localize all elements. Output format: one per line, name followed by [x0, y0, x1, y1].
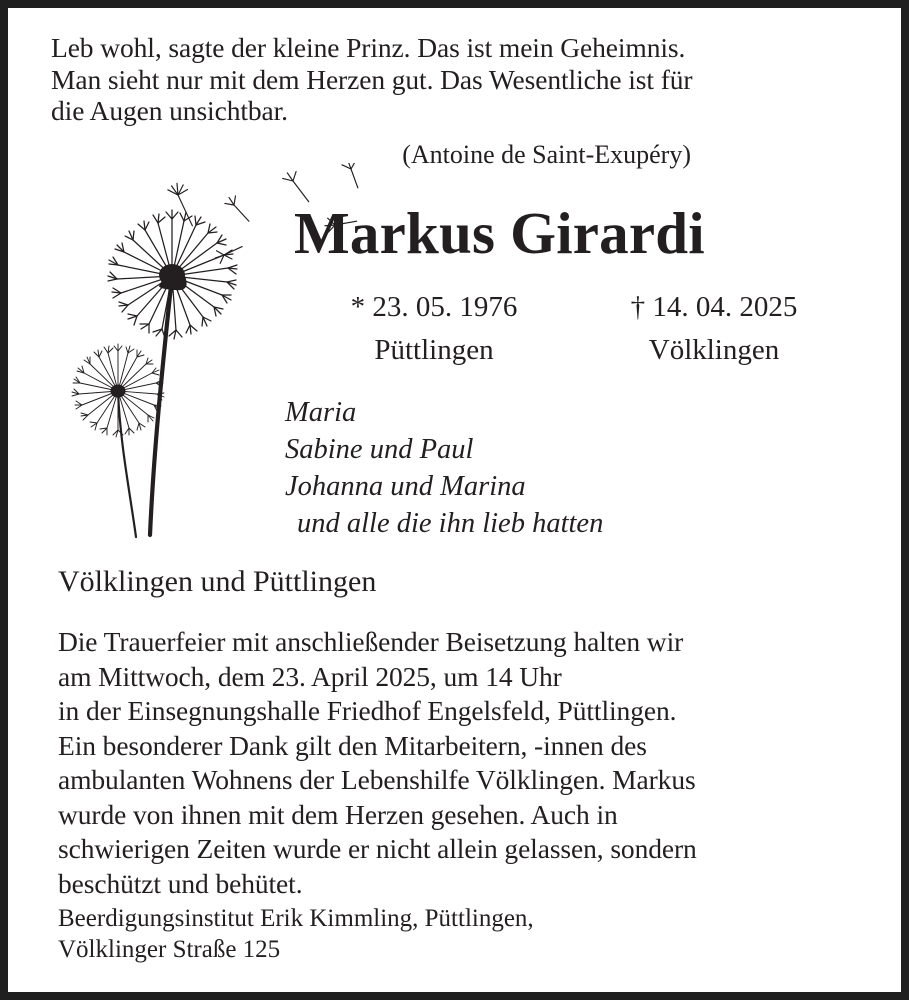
service-details: [58, 625, 888, 901]
funeral-home-info: [58, 903, 534, 965]
body-line-2: am Mittwoch, dem 23. April 2025, um 14 Uhr: [58, 660, 562, 692]
quote-line-2: Man sieht nur mit dem Herzen gut. Das Wesentliche ist für: [51, 63, 693, 95]
family-names: [285, 394, 603, 542]
body-line-4: Ein besonderer Dank gilt den Mitarbeitern, -innen des: [58, 729, 647, 761]
body-line-8: beschützt und behütet.: [58, 867, 303, 899]
birth-date: * 23. 05. 1976: [350, 291, 518, 323]
deceased-name: Markus Girardi: [294, 200, 705, 266]
body-line-3: in der Einsegnungshalle Friedhof Engelsfeld, Püttlingen.: [58, 695, 677, 726]
birth-column: [294, 286, 574, 372]
quote-line-1: Leb wohl, sagte der kleine Prinz. Das ist mein Geheimnis.: [51, 32, 686, 63]
dates-block: [294, 286, 854, 372]
family-line-3: Johanna und Marina: [285, 471, 526, 502]
quote-block: [51, 32, 851, 127]
death-column: [574, 286, 854, 372]
family-line-1: Maria: [285, 397, 357, 428]
footer-line-2: Völklinger Straße 125: [58, 936, 281, 963]
death-date: † 14. 04. 2025: [630, 291, 798, 323]
notice-inner: [8, 8, 901, 992]
quote-attribution: (Antoine de Saint-Exupéry): [402, 140, 691, 169]
towns-line: Völklingen und Püttlingen: [58, 565, 377, 598]
death-place: Völklingen: [648, 334, 780, 366]
body-line-6: wurde von ihnen mit dem Herzen gesehen. Auch in: [58, 798, 618, 830]
body-line-5: ambulanten Wohnens der Lebenshilfe Völklingen. Markus: [58, 764, 696, 795]
quote-line-3: die Augen unsichtbar.: [51, 95, 288, 126]
family-line-2: Sabine und Paul: [285, 434, 474, 465]
family-line-4: und alle die ihn lieb hatten: [297, 508, 604, 539]
footer-line-1: Beerdigungsinstitut Erik Kimmling, Püttlingen,: [58, 905, 534, 932]
birth-place: Püttlingen: [374, 334, 494, 366]
body-line-1: Die Trauerfeier mit anschließender Beisetzung halten wir: [58, 626, 684, 657]
body-line-7: schwierigen Zeiten wurde er nicht allein gelassen, sondern: [58, 833, 697, 864]
